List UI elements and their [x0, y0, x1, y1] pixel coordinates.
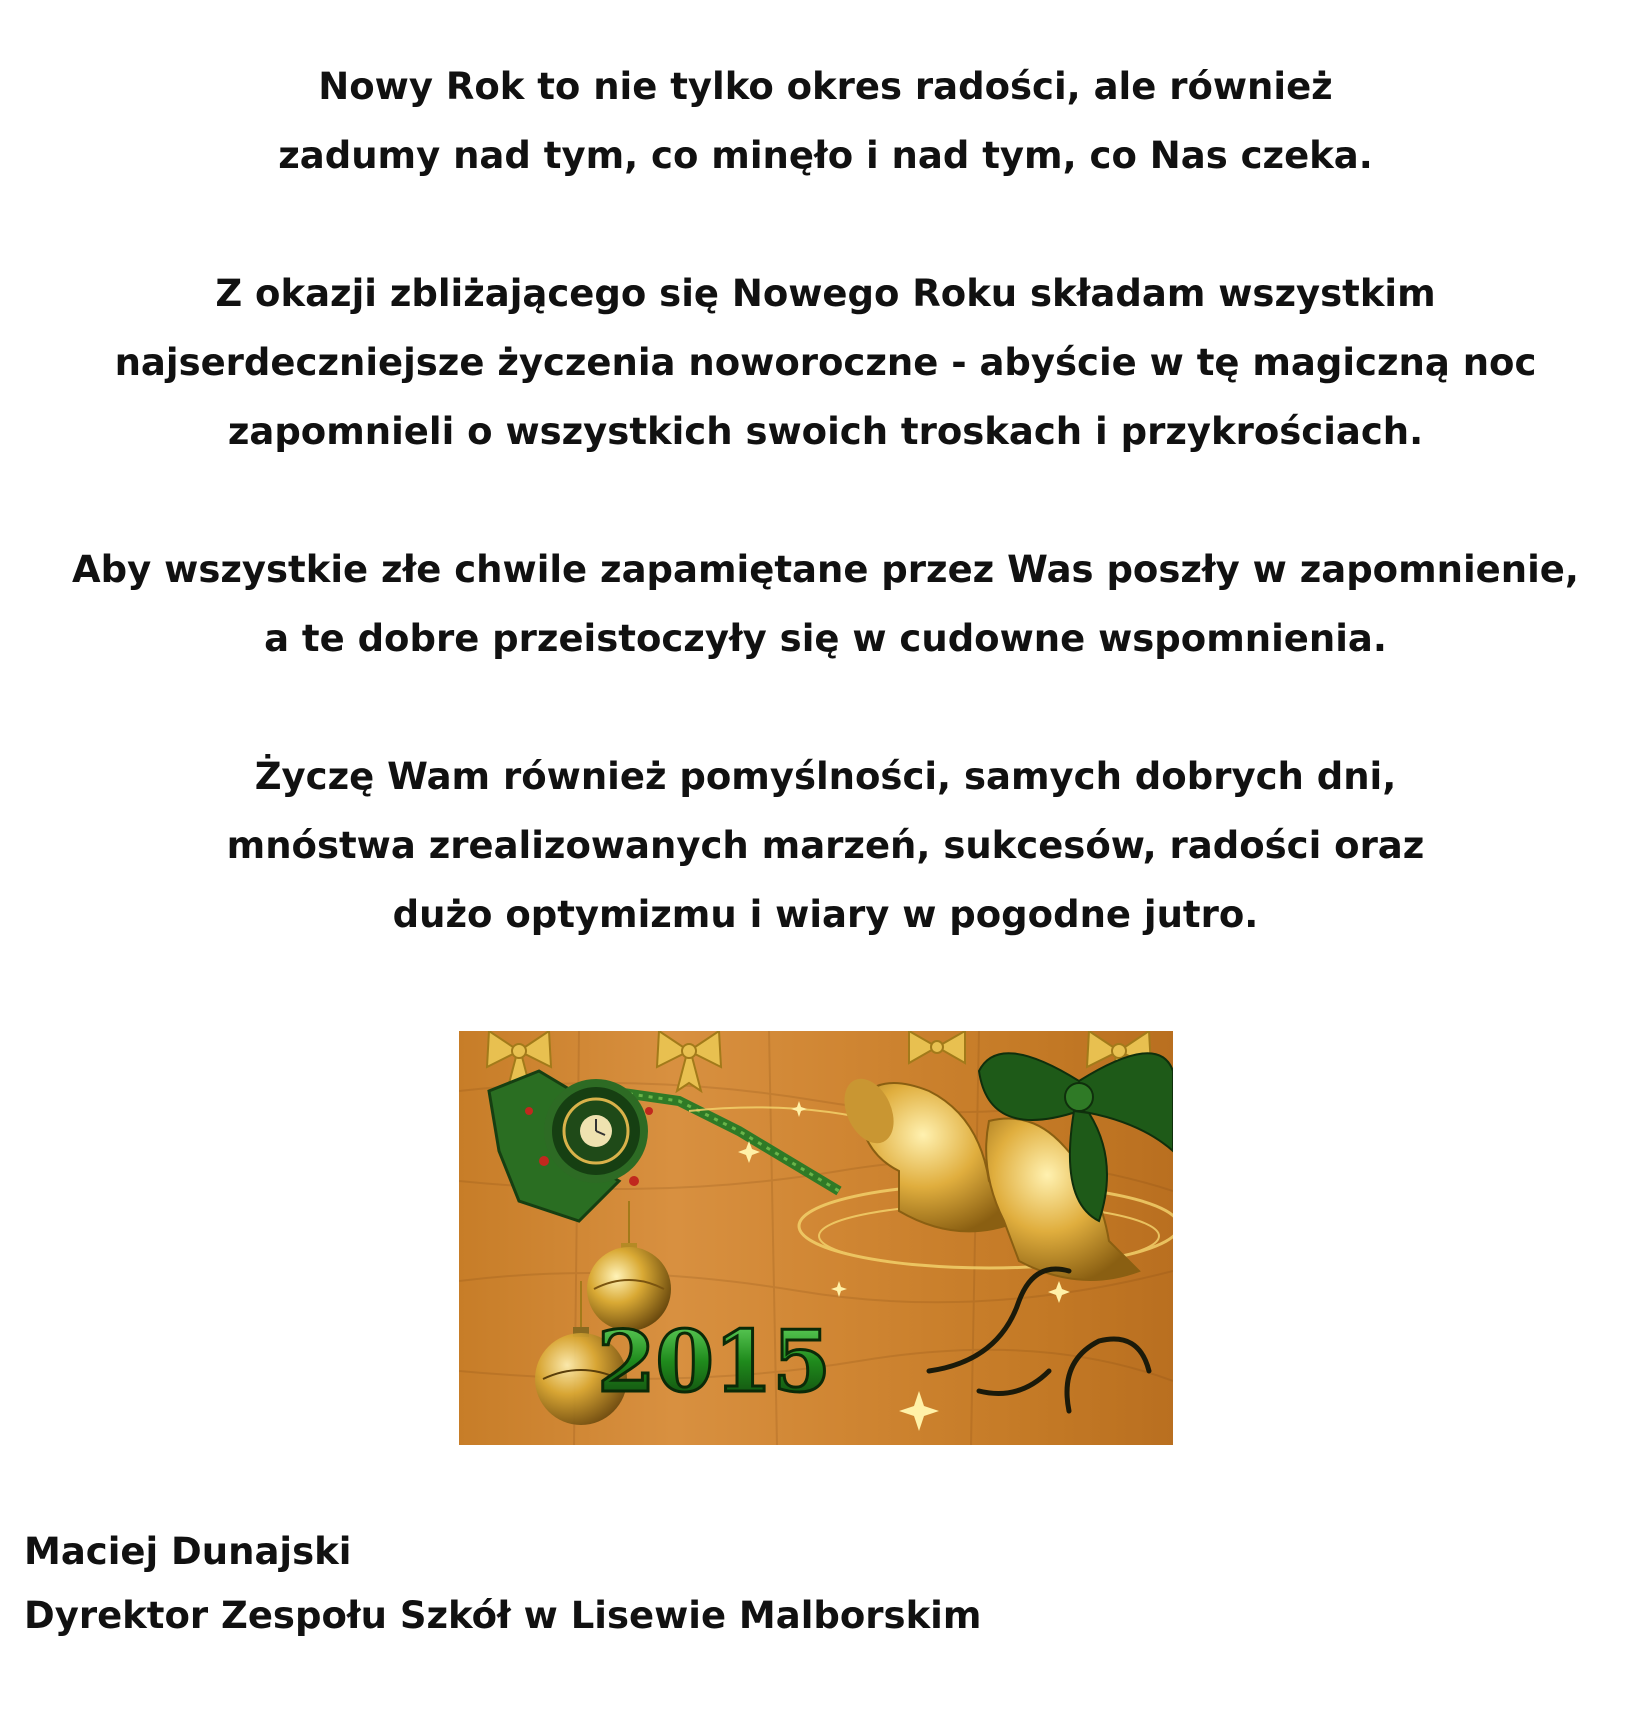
gold-bow-icon	[657, 1031, 721, 1091]
greeting-paragraph	[0, 535, 1651, 673]
gold-bow-icon	[909, 1031, 965, 1063]
signature-block	[24, 1520, 981, 1648]
dark-flourish	[929, 1269, 1149, 1411]
greeting-line: Nowy Rok to nie tylko okres radości, ale również	[318, 65, 1333, 108]
greeting-line: mnóstwa zrealizowanych marzeń, sukcesów, radości oraz	[226, 824, 1425, 867]
signature-title: Dyrektor Zespołu Szkół w Lisewie Malborskim	[24, 1594, 982, 1637]
pine-garland	[489, 1071, 839, 1221]
greeting-line: a te dobre przeistoczyły się w cudowne wspomnienia.	[264, 617, 1387, 660]
signature-name: Maciej Dunajski	[24, 1530, 352, 1573]
greeting-text	[0, 52, 1651, 949]
greeting-line: zapomnieli o wszystkich swoich troskach i przykrościach.	[227, 410, 1424, 453]
greeting-paragraph	[0, 742, 1651, 949]
card-illustration	[459, 1031, 1173, 1445]
greeting-line: zadumy nad tym, co minęło i nad tym, co Nas czeka.	[278, 134, 1373, 177]
year-text: 2015	[597, 1312, 831, 1411]
greeting-paragraph	[0, 259, 1651, 466]
greeting-line: Aby wszystkie złe chwile zapamiętane przez Was poszły w zapomnienie,	[72, 548, 1579, 591]
greeting-line: Z okazji zbliżającego się Nowego Roku składam wszystkim	[215, 272, 1436, 315]
new-year-card-image	[459, 1031, 1173, 1445]
greeting-paragraph	[0, 52, 1651, 190]
clock-icon	[548, 1083, 644, 1179]
bell-icon	[986, 1119, 1139, 1280]
greeting-line: Życzę Wam również pomyślności, samych dobrych dni,	[254, 755, 1397, 798]
greeting-line: najserdeczniejsze życzenia noworoczne - abyście w tę magiczną noc	[114, 341, 1537, 384]
greeting-line: dużo optymizmu i wiary w pogodne jutro.	[392, 893, 1259, 936]
